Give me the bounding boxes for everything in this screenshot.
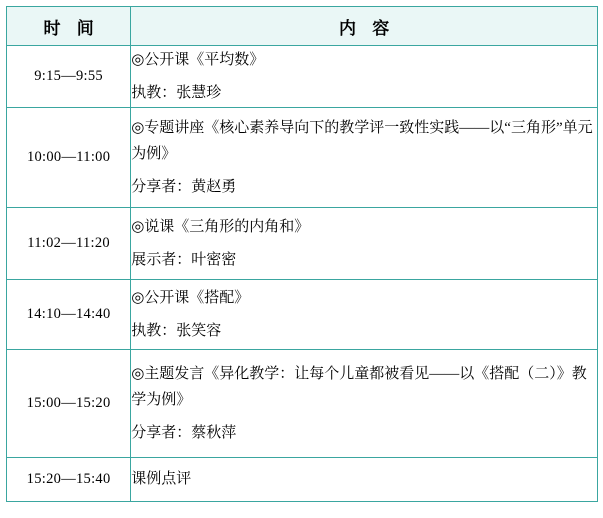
- table-row: [7, 108, 598, 208]
- table-header-row: [7, 7, 598, 46]
- content-line: ◎说课《三角形的内角和》: [131, 218, 310, 235]
- content-line: 展示者：叶密密: [131, 252, 237, 268]
- content-cell: [131, 280, 598, 350]
- content-line: 执教：张笑容: [131, 323, 222, 339]
- time-cell: 9:15—9:55: [7, 46, 131, 108]
- content-line: ◎专题讲座《核心素养导向下的教学评一致性实践——以“三角形”单元为例》: [131, 119, 593, 162]
- time-cell: 14:10—14:40: [7, 280, 131, 350]
- column-header-time-label: 时 间: [43, 18, 100, 38]
- content-line: 课例点评: [131, 471, 192, 488]
- time-cell: 15:20—15:40: [7, 458, 131, 502]
- content-cell: [131, 350, 598, 458]
- content-line: 分享者：黄赵勇: [131, 179, 237, 196]
- content-line: 执教：张慧珍: [131, 85, 222, 101]
- table-row: [7, 350, 598, 458]
- content-cell: [131, 458, 598, 502]
- table-row: [7, 46, 598, 108]
- content-line: ◎公开课《搭配》: [131, 289, 250, 306]
- table-header: [7, 7, 598, 46]
- column-header-content: [131, 7, 598, 46]
- table-row: [7, 208, 598, 280]
- content-cell: [131, 208, 598, 280]
- table-body: [7, 46, 598, 502]
- table-row: [7, 458, 598, 502]
- table-row: [7, 280, 598, 350]
- column-header-content-label: 内 容: [338, 18, 396, 38]
- content-line: 分享者：蔡秋萍: [131, 425, 237, 442]
- content-cell: [131, 108, 598, 208]
- content-line: ◎公开课《平均数》: [131, 51, 265, 68]
- column-header-time: [7, 7, 131, 46]
- time-cell: 11:02—11:20: [7, 208, 131, 280]
- content-line: ◎主题发言《异化教学：让每个儿童都被看见——以《搭配（二）》教学为例》: [131, 365, 587, 408]
- schedule-table: [6, 6, 598, 502]
- content-cell: [131, 46, 598, 108]
- time-cell: 10:00—11:00: [7, 108, 131, 208]
- time-cell: 15:00—15:20: [7, 350, 131, 458]
